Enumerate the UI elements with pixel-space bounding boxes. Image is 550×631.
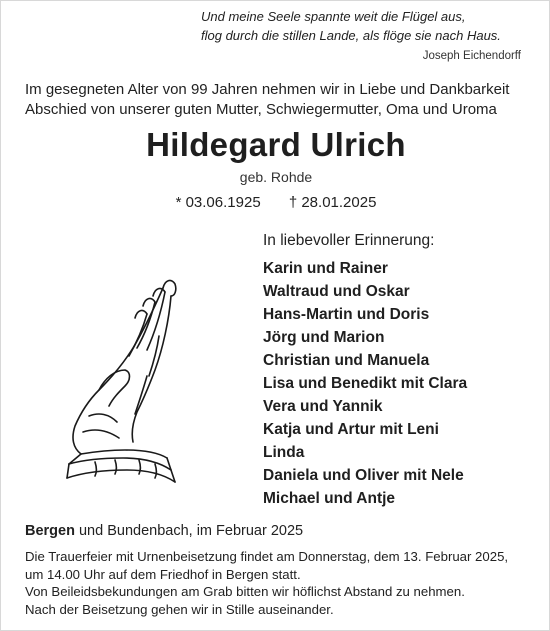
memory-heading: In liebevoller Erinnerung: <box>263 232 435 249</box>
family-member: Daniela und Oliver mit Nele <box>263 467 464 484</box>
deceased-name: Hildegard Ulrich <box>146 126 406 163</box>
funeral-notes <box>25 548 535 618</box>
family-member: Christian und Manuela <box>263 352 430 369</box>
birth-date: * 03.06.1925 <box>175 194 261 211</box>
life-dates <box>1 194 550 211</box>
place-date-line <box>25 523 303 539</box>
poem-author: Joseph Eichendorff <box>422 50 521 62</box>
family-list <box>263 257 467 510</box>
family-member: Linda <box>263 444 305 461</box>
poem-line: Und meine Seele spannte weit die Flügel aus, <box>201 9 466 24</box>
birth-name: geb. Rohde <box>239 169 313 185</box>
family-member: Katja und Artur mit Leni <box>263 421 439 438</box>
family-member: Waltraud und Oskar <box>263 283 410 300</box>
place-rest: und Bundenbach, im Februar 2025 <box>74 523 304 539</box>
family-member: Jörg und Marion <box>263 329 385 346</box>
poem-quote <box>201 7 521 45</box>
intro-line: Abschied von unserer guten Mutter, Schwiegermutter, Oma und Uroma <box>25 101 497 118</box>
family-member: Michael und Antje <box>263 490 396 507</box>
place-town: Bergen <box>25 523 75 539</box>
poem-line: flog durch die stillen Lande, als flöge sie nach Haus. <box>201 28 501 43</box>
family-member: Hans-Martin und Doris <box>263 306 430 323</box>
family-member: Vera und Yannik <box>263 398 383 415</box>
intro-line: Im gesegneten Alter von 99 Jahren nehmen wir in Liebe und Dankbarkeit <box>25 81 510 98</box>
intro-text <box>25 80 535 120</box>
note-line: Die Trauerfeier mit Urnenbeisetzung findet am Donnerstag, dem 13. Februar 2025, <box>25 549 509 564</box>
note-line: um 14.00 Uhr auf dem Friedhof in Bergen statt. <box>25 566 301 582</box>
praying-hands-icon <box>59 266 179 486</box>
death-date: † 28.01.2025 <box>288 194 377 211</box>
note-line: Von Beileidsbekundungen am Grab bitten wir höflichst Abstand zu nehmen. <box>25 584 465 599</box>
family-member: Lisa und Benedikt mit Clara <box>263 375 468 392</box>
note-line: Nach der Beisetzung gehen wir in Stille auseinander. <box>25 601 334 617</box>
family-member: Karin und Rainer <box>263 260 388 277</box>
